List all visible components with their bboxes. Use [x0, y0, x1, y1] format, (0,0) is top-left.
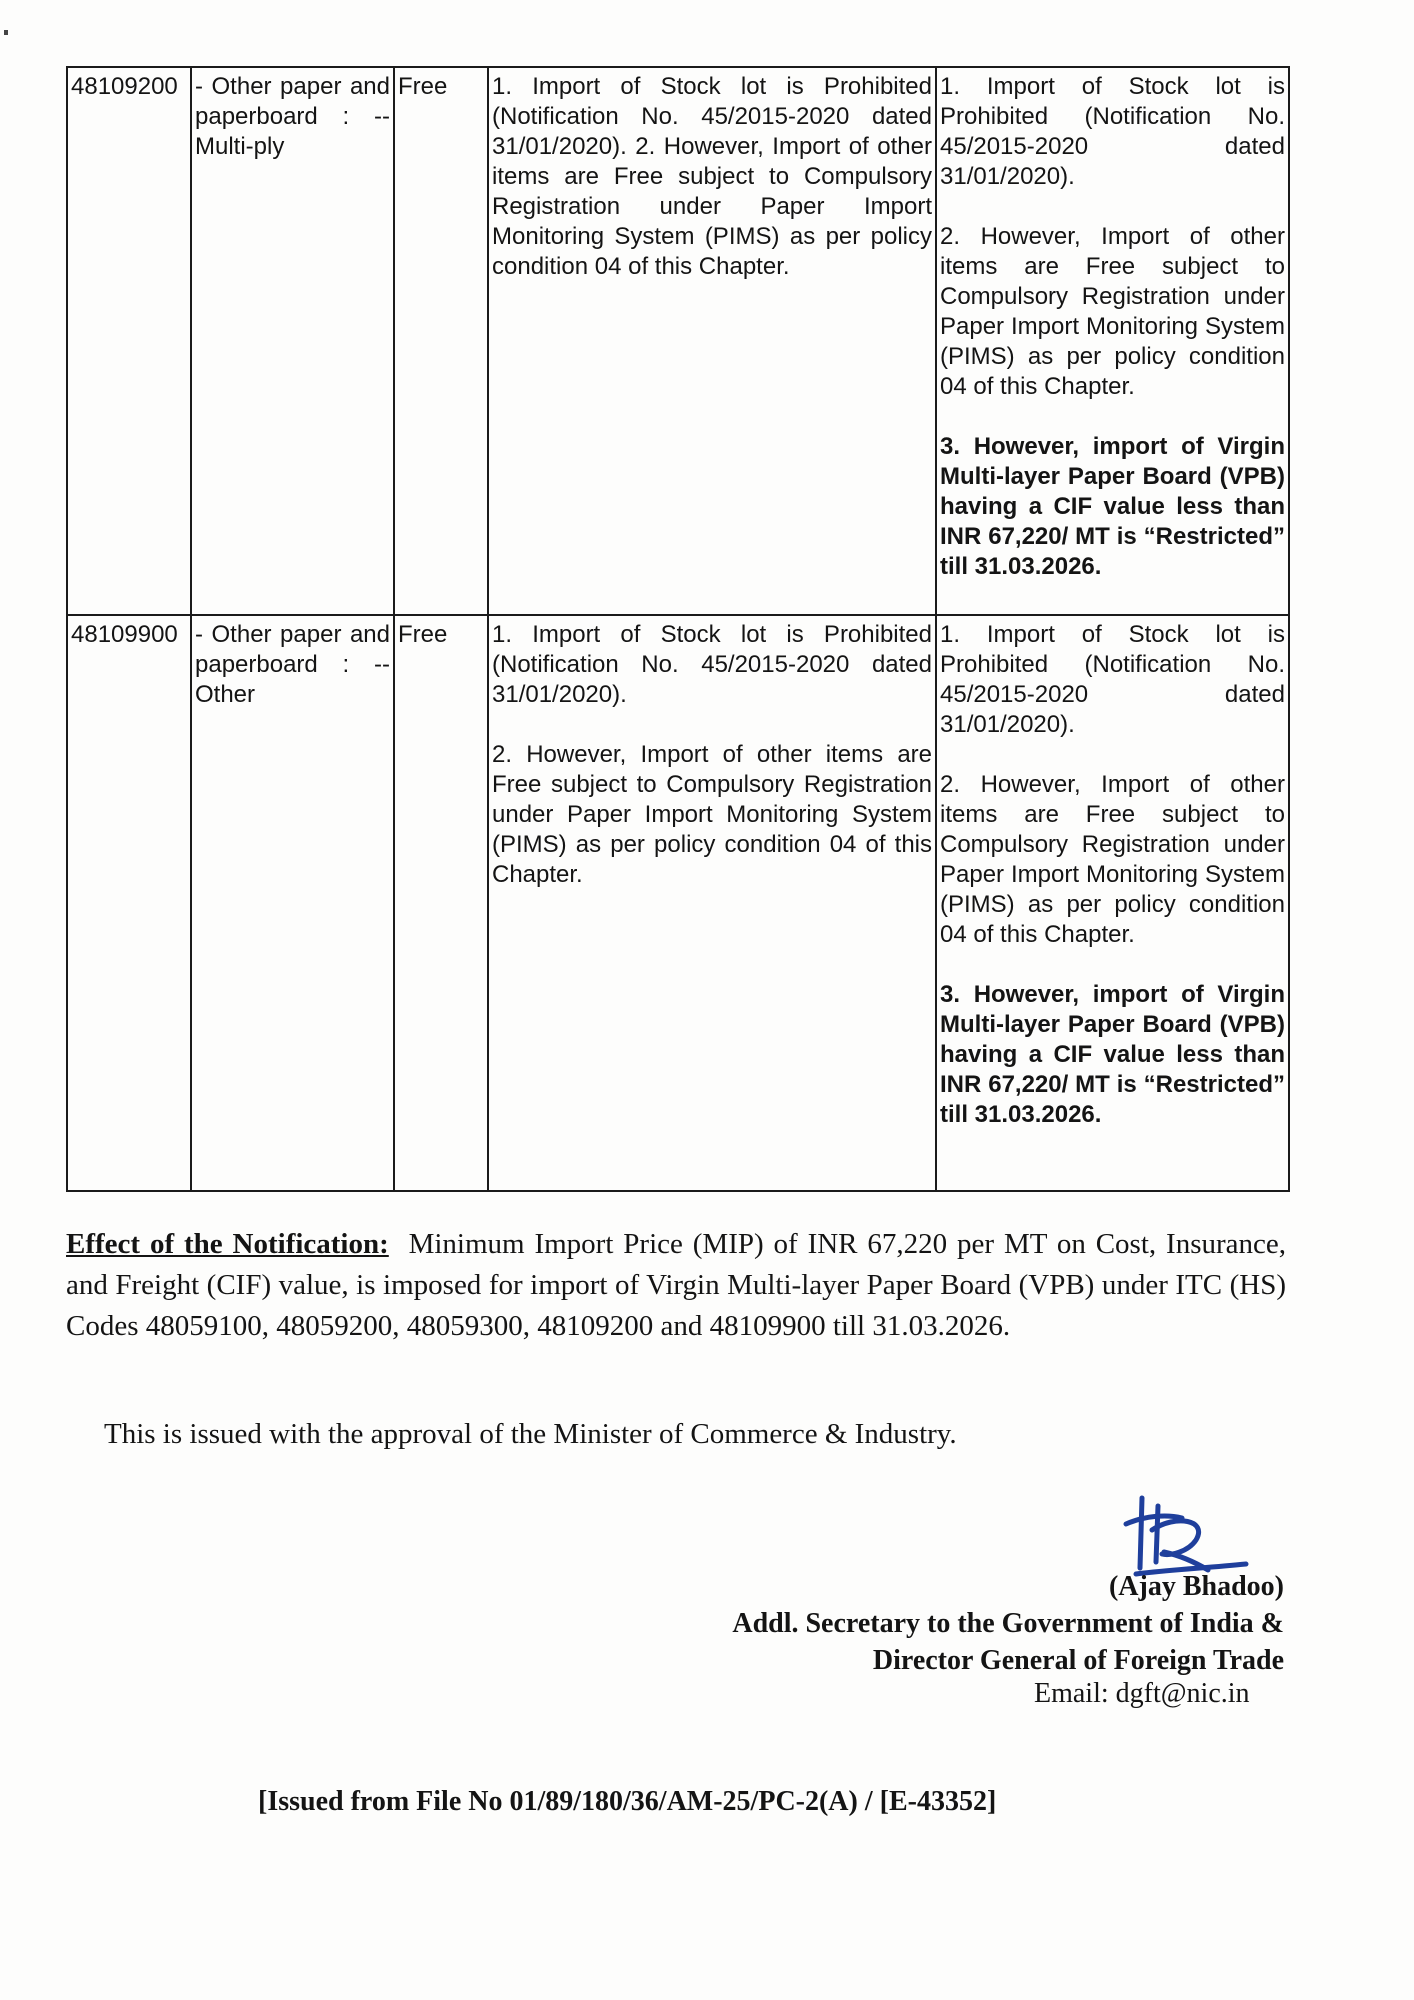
description-cell: - Other paper and paperboard : -- Other: [191, 615, 394, 1191]
signatory-name: (Ajay Bhadoo): [1108, 1571, 1284, 1602]
itc-hs-policy-table: [66, 66, 1290, 1192]
itc-code-cell: 48109200: [67, 67, 191, 615]
condition-text: 1. Import of Stock lot is Prohibited (Notification No. 45/2015-2020 dated 31/01/2020).: [940, 621, 1285, 738]
condition-text: 2. However, Import of other items are Free subject to Compulsory Registration under Paper Import Monitoring System (PIMS) as per policy condition 04 of this Chapter.: [492, 741, 932, 888]
condition-text: 2. However, Import of other items are Free subject to Compulsory Registration under Paper Import Monitoring System (PIMS) as per policy condition 04 of this Chapter.: [940, 223, 1285, 400]
restriction-condition-text: 3. However, import of Virgin Multi-layer Paper Board (VPB) having a CIF value less than INR 67,220/ MT is “Restricted” till 31.03.2026.: [940, 433, 1285, 580]
condition-text: 1. Import of Stock lot is Prohibited (Notification No. 45/2015-2020 dated 31/01/2020). 2. However, Import of other items are Free subject to Compulsory Registration under Paper Import Monitoring System (PIMS) as per policy condition 04 of this Chapter.: [492, 73, 932, 280]
current-policy-condition-cell: [488, 615, 936, 1191]
policy-cell: Free: [394, 615, 488, 1191]
table-row: [67, 615, 1289, 1191]
effect-heading: Effect of the Notification:: [66, 1228, 389, 1260]
condition-text: 1. Import of Stock lot is Prohibited (Notification No. 45/2015-2020 dated 31/01/2020).: [940, 73, 1285, 190]
file-reference: [Issued from File No 01/89/180/36/AM-25/PC-2(A) / [E-43352]: [258, 1786, 997, 1817]
policy-cell: Free: [394, 67, 488, 615]
itc-code-cell: 48109900: [67, 615, 191, 1191]
current-policy-condition-cell: [488, 67, 936, 615]
effect-of-notification: [66, 1224, 1286, 1347]
effect-text: Minimum Import Price (MIP) of INR 67,220 per MT on Cost, Insurance, and Freight (CIF) value, is imposed for import of Virgin Multi-layer Paper Board (VPB) under ITC (HS) Codes 48059100, 48059200, 48059300, 48109200 and 48109900 till 31.03.2026.: [66, 1228, 1286, 1342]
restriction-condition-text: 3. However, import of Virgin Multi-layer Paper Board (VPB) having a CIF value less than INR 67,220/ MT is “Restricted” till 31.03.2026.: [940, 981, 1285, 1128]
condition-text: 1. Import of Stock lot is Prohibited (Notification No. 45/2015-2020 dated 31/01/2020).: [492, 621, 932, 708]
revised-policy-condition-cell: [936, 615, 1289, 1191]
table-row: [67, 67, 1289, 615]
signatory-block: [732, 1568, 1284, 1679]
scan-speck: [4, 30, 8, 35]
condition-text: 2. However, Import of other items are Free subject to Compulsory Registration under Paper Import Monitoring System (PIMS) as per policy condition 04 of this Chapter.: [940, 771, 1285, 948]
signatory-designation: Director General of Foreign Trade: [872, 1645, 1284, 1676]
signatory-designation: Addl. Secretary to the Government of India &: [732, 1608, 1284, 1639]
revised-policy-condition-cell: [936, 67, 1289, 615]
description-cell: - Other paper and paperboard : -- Multi-ply: [191, 67, 394, 615]
signatory-email: Email: dgft@nic.in: [1034, 1678, 1250, 1709]
approval-statement: This is issued with the approval of the Minister of Commerce & Industry.: [104, 1418, 957, 1450]
